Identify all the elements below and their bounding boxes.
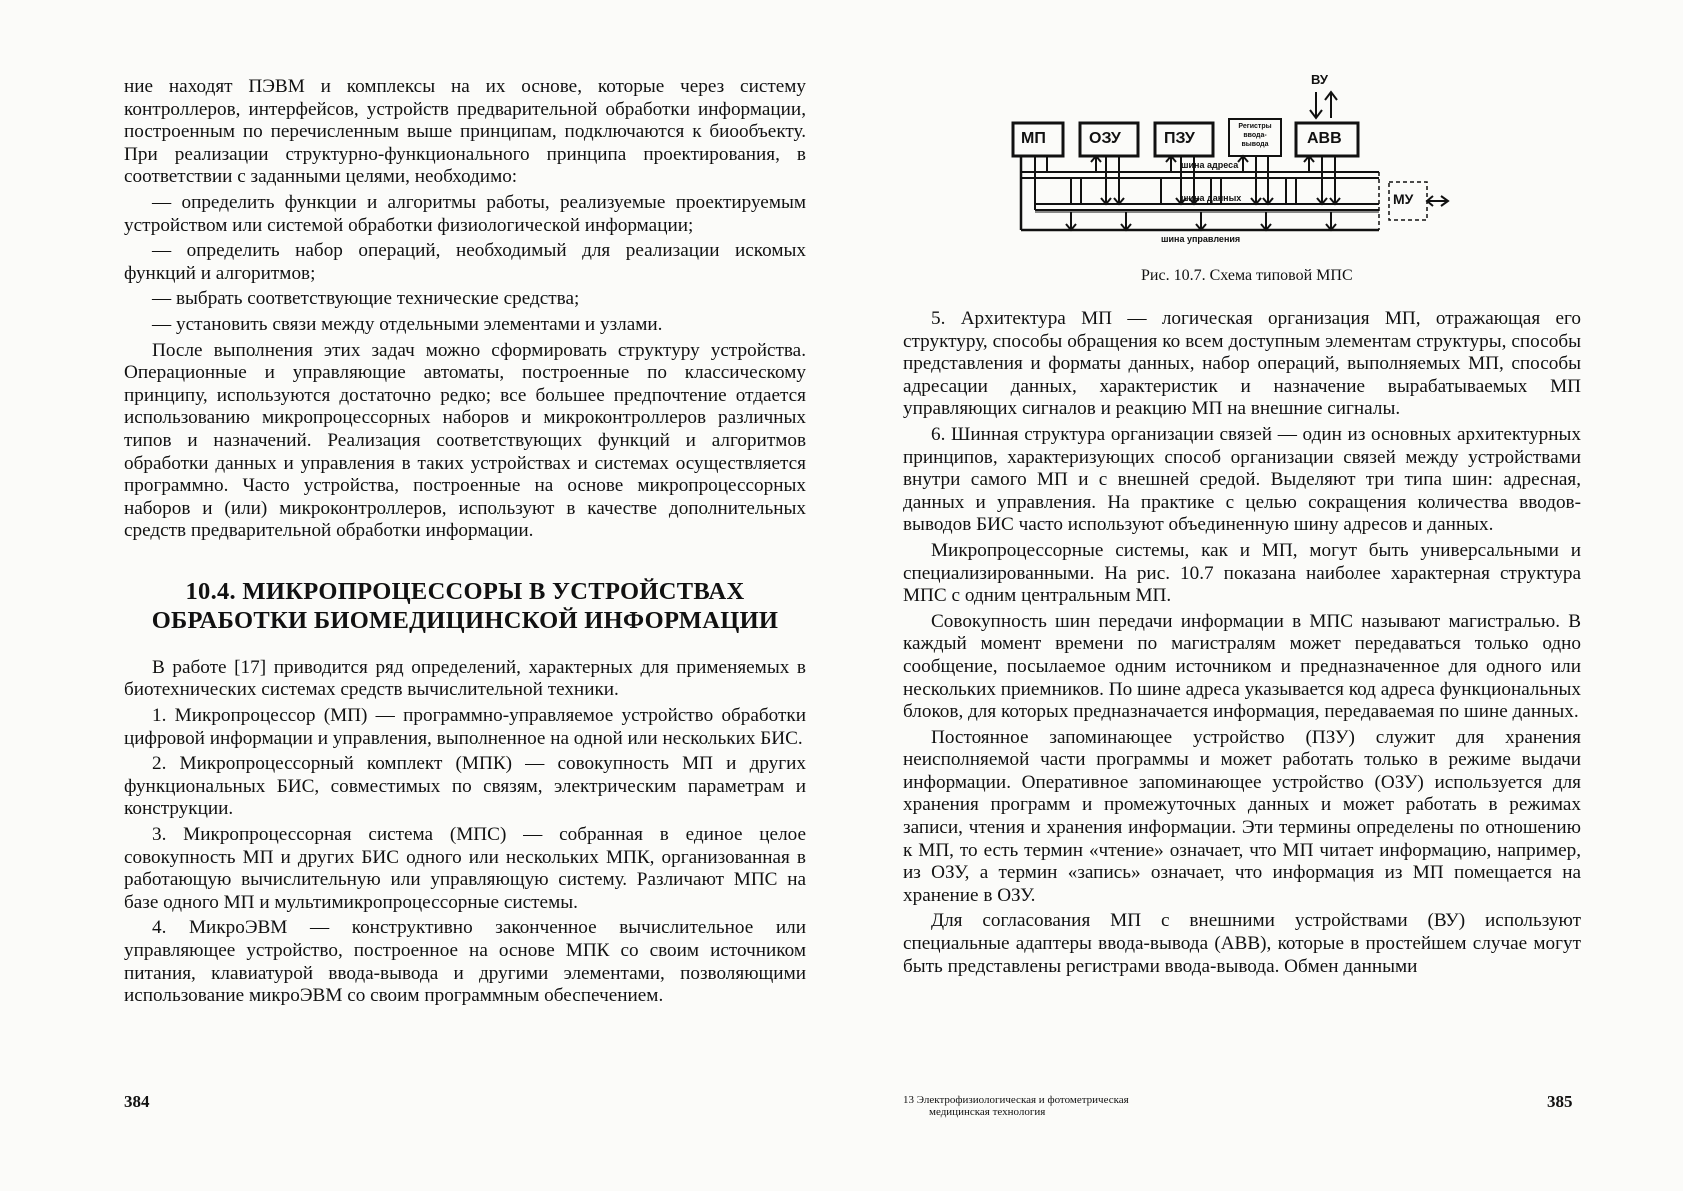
section-title	[124, 577, 806, 635]
list-item: — определить набор операций, необходимый для реализации искомых функций и алгоритмов;	[124, 240, 806, 284]
mps-diagram	[1011, 72, 1451, 252]
block-mu: МУ	[1393, 191, 1414, 207]
section-title-line: 10.4. МИКРОПРОЦЕССОРЫ В УСТРОЙСТВАХ	[185, 577, 745, 605]
section-title-line: ОБРАБОТКИ БИОМЕДИЦИНСКОЙ ИНФОРМАЦИИ	[151, 606, 779, 634]
definition-paragraph: 6. Шинная структура организации связей — один из основных архитектурных принципов, характеризующих способ организации связей между устройствами внутри самого МП и с внешней средой. Выделяют три типа шин: адресная, данных и управления. На практике с целью сокращения количества вводов-выводов БИС часто используют объединенную шину адресов и данных.	[903, 423, 1581, 536]
left-page-text	[124, 76, 806, 1008]
paragraph: В работе [17] приводится ряд определений, характерных для применяемых в биотехнических системах средств вычислительной техники.	[124, 656, 806, 701]
page-number: 385	[1547, 1092, 1573, 1111]
paragraph: Для согласования МП с внешними устройствами (ВУ) используют специальные адаптеры ввода-вывода (АВВ), которые в простейшем случае могут быть представлены регистрами ввода-вывода. Обмен данными	[903, 910, 1581, 977]
block-io-registers: Регистры ввода-вывода	[1238, 123, 1272, 148]
bus-data-label: шина данных	[1181, 193, 1242, 203]
footer-note	[903, 1094, 1129, 1118]
paragraph: Постоянное запоминающее устройство (ПЗУ) служит для хранения неисполняемой части программы и может работать только в режиме выдачи информации. Оперативное запоминающее устройство (ОЗУ) используется для хранения программ и промежуточных данных и может работать в режимах записи, чтения и хранения информации. Эти термины определены по отношению к МП, то есть термин «чтение» означает, что МП читает информацию, например, из ОЗУ, а термин «запись» означает, что информация из МП помещается на хранение в ОЗУ.	[903, 726, 1581, 906]
definition-paragraph: 2. Микропроцессорный комплект (МПК) — совокупность МП и других функциональных БИС, совместимых по связям, электрическим параметрам и конструкции.	[124, 753, 806, 820]
list-item: — установить связи между отдельными элементами и узлами.	[152, 313, 663, 335]
block-ozu: ОЗУ	[1089, 130, 1121, 147]
figure-caption: Рис. 10.7. Схема типовой МПС	[1141, 267, 1353, 284]
paragraph: ние находят ПЭВМ и комплексы на их основе, которые через систему контроллеров, интерфейсов, устройств предварительной обработки информации, построенным по перечисленным выше принципам, подключаются к биообъекту. При реализации структурно-функционального принципа проектирования, в соответствии с заданными целями, необходимо:	[124, 76, 806, 188]
page-number: 384	[124, 1092, 150, 1111]
paragraph: Микропроцессорные системы, как и МП, могут быть универсальными и специализированными. На рис. 10.7 показана наиболее характерная структура МПС с одним центральным МП.	[903, 539, 1581, 607]
bus-control-label: шина управления	[1161, 234, 1241, 244]
definition-paragraph: 4. МикроЭВМ — конструктивно законченное вычислительное или управляющее устройство, построенное на основе МПК со своим источником питания, клавиатурой ввода-вывода и другими элементами, позволяющими использование микроЭВМ со своим программным обеспечением.	[124, 917, 806, 1007]
right-page-text	[903, 308, 1581, 978]
definition-paragraph: 1. Микропроцессор (МП) — программно-управляемое устройство обработки цифровой информации и управления, выполненное на одной или нескольких БИС.	[124, 705, 806, 749]
footer-line: медицинская технология	[929, 1106, 1046, 1118]
paragraph: Совокупность шин передачи информации в МПС называют магистралью. В каждый момент времени по магистралям может передаваться только одно сообщение, посылаемое одним источником и предназначенное для одного или нескольких приемников. По шине адреса указывается код адреса функциональных блоков, для которых предназначается информация, передаваемая по шине данных.	[903, 610, 1581, 723]
definition-paragraph: 3. Микропроцессорная система (МПС) — собранная в единое целое совокупность МП и других БИС одного или нескольких МПК, организованная в работающую вычислительную или управляющую систему. Различают МПС на базе одного МП и мультимикропроцессорные системы.	[124, 824, 806, 913]
block-mp: МП	[1021, 130, 1046, 147]
list-item: — определить функции и алгоритмы работы, реализуемые проектируемым устройством или системой обработки физиологической информации;	[124, 191, 806, 236]
block-pzu: ПЗУ	[1164, 130, 1195, 147]
definition-paragraph: 5. Архитектура МП — логическая организация МП, отражающая его структуру, способы обращения ко всем доступным элементам структуры, способы представления и форматы данных, набор операций, выполняемых МП, способы адресации данных, характеристик и назначение вырабатываемых МП управляющих сигналов и реакцию МП на внешние сигналы.	[903, 308, 1581, 420]
footer-line: 13 Электрофизиологическая и фотометрическая	[903, 1094, 1129, 1106]
bus-address-label: шина адреса	[1181, 160, 1239, 170]
list-item: — выбрать соответствующие технические средства;	[152, 288, 580, 310]
vu-label: ВУ	[1311, 72, 1328, 87]
block-avv: АВВ	[1307, 130, 1342, 147]
paragraph: После выполнения этих задач можно сформировать структуру устройства. Операционные и управляющие автоматы, построенные по классическому принципу, используются достаточно редко; все большее предпочтение отдается использованию микропроцессорных наборов и микроконтроллеров различных типов и назначений. Реализация соответствующих функций и алгоритмов обработки данных и управления в таких устройствах и системах осуществляется программно. Часто устройства, построенные на основе микропроцессорных наборов и (или) микроконтроллеров, используют в качестве дополнительных средств предварительной обработки информации.	[124, 339, 806, 542]
